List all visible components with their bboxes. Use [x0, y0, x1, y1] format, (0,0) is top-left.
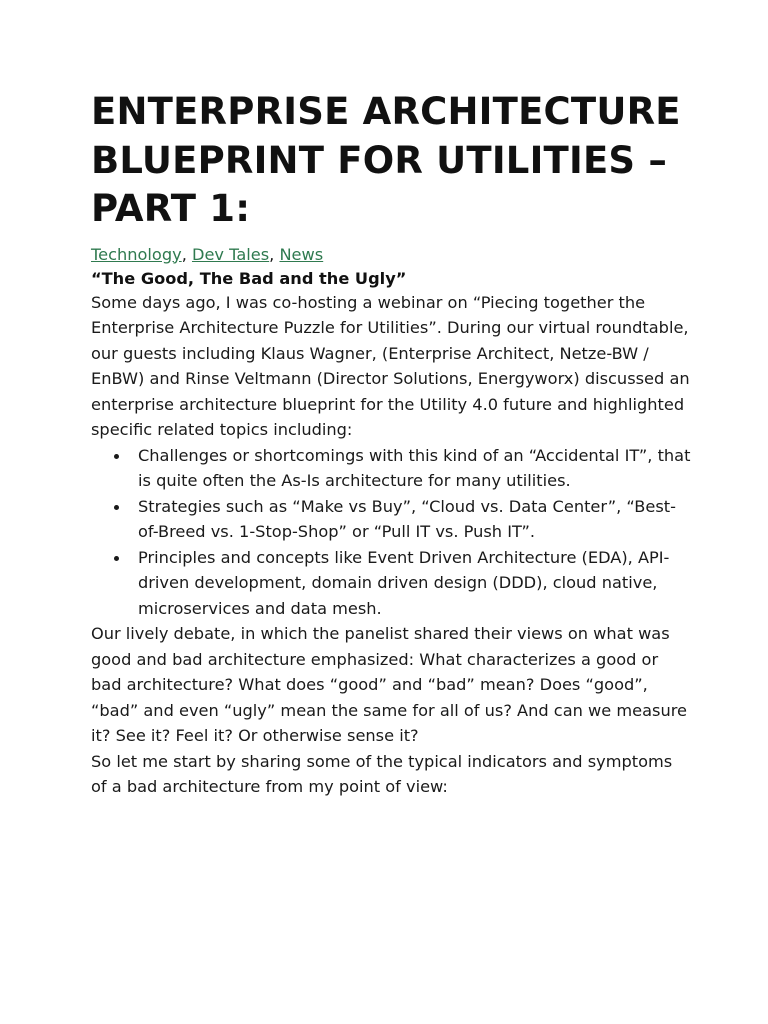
category-link-dev-tales[interactable]: Dev Tales: [191, 244, 270, 264]
category-separator: ,: [181, 244, 192, 264]
topics-list: [91, 443, 691, 622]
list-item: Strategies such as “Make vs Buy”, “Cloud vs. Data Center”, “Best-of-Breed vs. 1-Stop-Shop” or “Pull IT vs. Push IT”.: [138, 494, 691, 545]
category-link-news[interactable]: News: [279, 244, 324, 264]
intro-paragraph: Some days ago, I was co-hosting a webinar on “Piecing together the Enterprise Architecture Puzzle for Utilities”. During our virtual roundtable, our guests including Klaus Wagner, (Enterprise Architect, Netze-BW / EnBW) and Rinse Veltmann (Director Solutions, Energyworx) discussed an enterprise architecture blueprint for the Utility 4.0 future and highlighted specific related topics including:: [91, 292, 690, 439]
category-links: [91, 244, 691, 266]
closing-paragraph: So let me start by sharing some of the typical indicators and symptoms of a bad architecture from my point of view:: [91, 751, 673, 796]
article: [91, 88, 691, 800]
category-separator: ,: [269, 244, 280, 264]
article-subtitle: “The Good, The Bad and the Ugly”: [91, 268, 407, 288]
debate-paragraph: Our lively debate, in which the panelist shared their views on what was good and bad architecture emphasized: What characterizes a good or bad architecture? What does “good” and “bad” mean? Does “good”, “bad” and even “ugly” mean the same for all of us? And can we measure it? See it? Feel it? Or otherwise sense it?: [91, 624, 687, 745]
page-title: ENTERPRISE ARCHITECTURE BLUEPRINT FOR UTILITIES – PART 1:: [91, 90, 681, 230]
list-item: Challenges or shortcomings with this kind of an “Accidental IT”, that is quite often the As-Is architecture for many utilities.: [138, 443, 691, 494]
list-item: Principles and concepts like Event Driven Architecture (EDA), API-driven development, domain driven design (DDD), cloud native, microservices and data mesh.: [138, 545, 691, 622]
category-link-technology[interactable]: Technology: [91, 244, 182, 264]
